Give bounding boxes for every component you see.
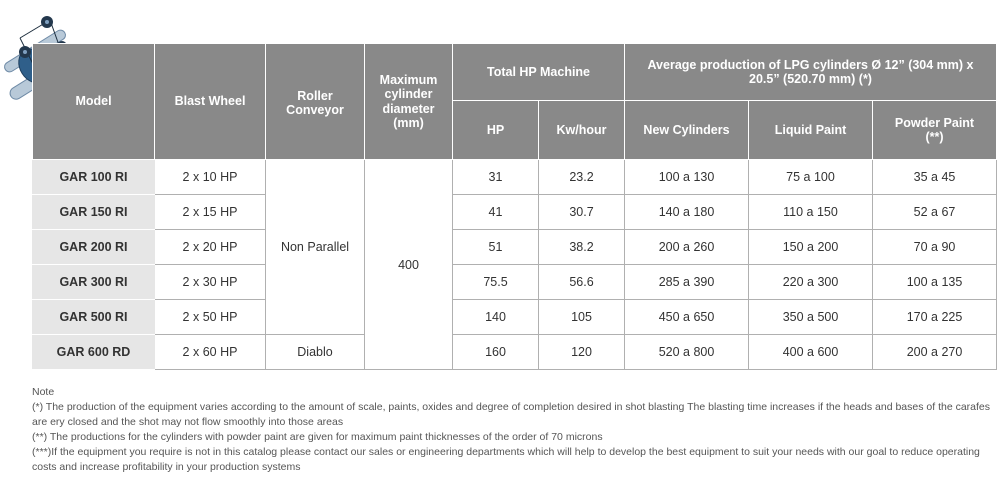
blast-wheel-cell: 2 x 50 HP [155, 300, 266, 335]
new-cylinders-cell: 200 a 260 [625, 230, 749, 265]
table-row [33, 230, 997, 265]
model-cell: GAR 600 RD [33, 335, 155, 370]
header-new-cylinders: New Cylinders [625, 101, 749, 160]
header-total-hp: Total HP Machine [453, 44, 625, 101]
blast-wheel-cell: 2 x 10 HP [155, 160, 266, 195]
powder-paint-cell: 52 a 67 [873, 195, 997, 230]
liquid-paint-cell: 350 a 500 [749, 300, 873, 335]
hp-cell: 160 [453, 335, 539, 370]
kw-cell: 120 [539, 335, 625, 370]
note-powder-paint: (**) The productions for the cylinders with powder paint are given for maximum paint thicknesses of the order of 70 microns [32, 431, 603, 443]
equipment-specifications-table [32, 43, 997, 370]
blast-wheel-cell: 2 x 30 HP [155, 265, 266, 300]
kw-cell: 30.7 [539, 195, 625, 230]
model-cell: GAR 200 RI [33, 230, 155, 265]
powder-paint-cell: 70 a 90 [873, 230, 997, 265]
kw-cell: 38.2 [539, 230, 625, 265]
powder-paint-cell: 170 a 225 [873, 300, 997, 335]
new-cylinders-cell: 140 a 180 [625, 195, 749, 230]
powder-paint-cell: 200 a 270 [873, 335, 997, 370]
header-hp: HP [453, 101, 539, 160]
model-cell: GAR 300 RI [33, 265, 155, 300]
model-cell: GAR 150 RI [33, 195, 155, 230]
max-diameter-cell: 400 [365, 160, 453, 370]
table-row [33, 265, 997, 300]
model-cell: GAR 100 RI [33, 160, 155, 195]
kw-cell: 105 [539, 300, 625, 335]
blast-wheel-cell: 2 x 60 HP [155, 335, 266, 370]
liquid-paint-cell: 75 a 100 [749, 160, 873, 195]
header-liquid-paint: Liquid Paint [749, 101, 873, 160]
table-row [33, 160, 997, 195]
header-max-diameter: Maximum cylinder diameter (mm) [365, 44, 453, 160]
header-model: Model [33, 44, 155, 160]
liquid-paint-cell: 110 a 150 [749, 195, 873, 230]
hp-cell: 75.5 [453, 265, 539, 300]
blast-wheel-cell: 2 x 15 HP [155, 195, 266, 230]
roller-conveyor-diablo-cell: Diablo [266, 335, 365, 370]
header-blast-wheel: Blast Wheel [155, 44, 266, 160]
kw-cell: 23.2 [539, 160, 625, 195]
blast-wheel-cell: 2 x 20 HP [155, 230, 266, 265]
powder-paint-cell: 35 a 45 [873, 160, 997, 195]
header-roller-conveyor: Roller Conveyor [266, 44, 365, 160]
notes-title: Note [32, 386, 55, 398]
kw-cell: 56.6 [539, 265, 625, 300]
header-average-production: Average production of LPG cylinders Ø 12” (304 mm) x 20.5” (520.70 mm) (*) [625, 44, 997, 101]
new-cylinders-cell: 100 a 130 [625, 160, 749, 195]
hp-cell: 140 [453, 300, 539, 335]
model-cell: GAR 500 RI [33, 300, 155, 335]
note-contact: (***)If the equipment you require is not in this catalog please contact our sales or engineering departments which will help to develop the best equipment to suit your needs with our goal to reduce operating costs and increase profitability in your production systems [32, 446, 980, 473]
notes-section [32, 385, 992, 475]
new-cylinders-cell: 285 a 390 [625, 265, 749, 300]
roller-conveyor-cell: Non Parallel [266, 160, 365, 335]
liquid-paint-cell: 150 a 200 [749, 230, 873, 265]
table-row [33, 195, 997, 230]
table-row [33, 335, 997, 370]
header-kw-hour: Kw/hour [539, 101, 625, 160]
hp-cell: 31 [453, 160, 539, 195]
hp-cell: 51 [453, 230, 539, 265]
note-production: (*) The production of the equipment varies according to the amount of scale, paints, oxides and degree of completion desired in shot blasting The blasting time increases if the heads and bases of the carafes are ery closed and the shot may not flow smoothly into those areas [32, 401, 991, 428]
new-cylinders-cell: 450 a 650 [625, 300, 749, 335]
header-powder-paint: Powder Paint (**) [873, 101, 997, 160]
powder-paint-cell: 100 a 135 [873, 265, 997, 300]
table-row [33, 300, 997, 335]
liquid-paint-cell: 400 a 600 [749, 335, 873, 370]
hp-cell: 41 [453, 195, 539, 230]
liquid-paint-cell: 220 a 300 [749, 265, 873, 300]
new-cylinders-cell: 520 a 800 [625, 335, 749, 370]
